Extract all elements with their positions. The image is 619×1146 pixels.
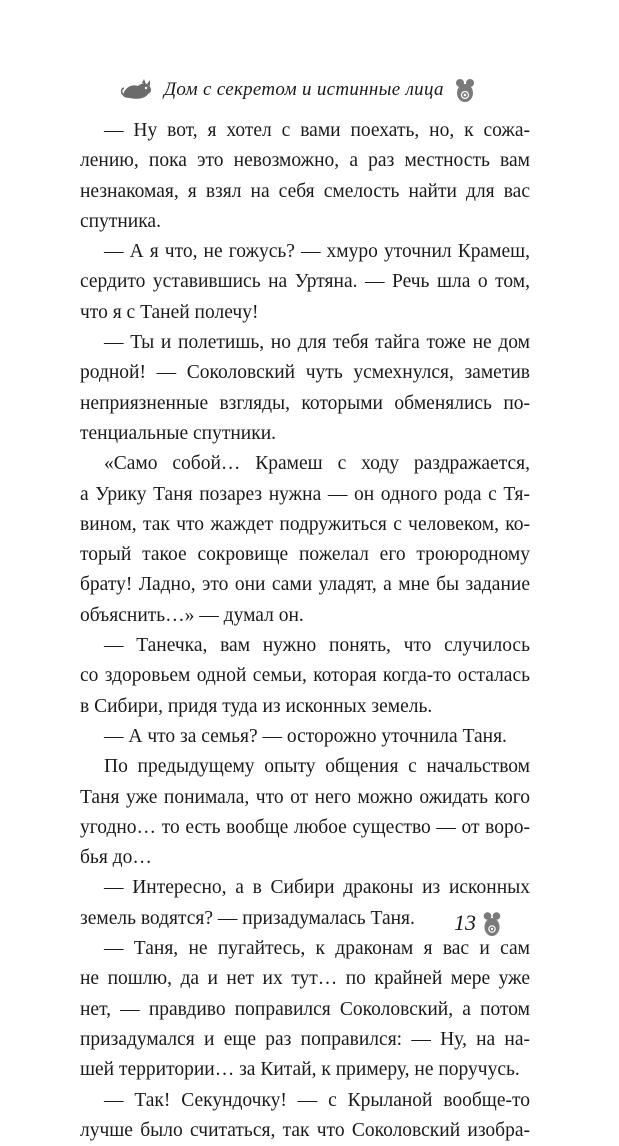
- text-line: земель водятся? — призадумалась Таня.: [80, 907, 415, 929]
- mouse-icon: [482, 908, 502, 938]
- text-line: торый такое сокровище пожелал его троюродному: [80, 544, 530, 566]
- text-line: «Само собой… Крамеш с ходу раздражается,: [104, 453, 530, 475]
- text-line: в Сибири, придя туда из исконных земель.: [80, 695, 433, 717]
- text-line: — Ты и полетишь, но для тебя тайга тоже не дом: [104, 332, 530, 354]
- running-header: [120, 70, 480, 110]
- text-line: призадумался и еще раз поправился: — Ну, на на-: [80, 1028, 530, 1050]
- text-line: нет, — правдиво поправился Соколовский, а потом: [80, 998, 530, 1020]
- page-number: 13: [454, 910, 476, 935]
- text-line: со здоровьем одной семьи, которая когда-то осталась: [80, 665, 530, 687]
- text-line: а Урику Таня позарез нужна — он одного рода с Тя-: [80, 483, 530, 505]
- text-line: — Таня, не пугайтесь, к драконам я вас и сам: [104, 938, 530, 960]
- text-line: — А что за семья? — осторожно уточнила Таня.: [104, 725, 507, 747]
- text-line: незнакомая, я взял на себя смелость найти для вас: [80, 180, 530, 202]
- text-line: спутника.: [80, 210, 161, 232]
- text-line: угодно… то есть вообще любое существо — от воро-: [80, 816, 530, 838]
- text-line: лучше было считаться, так что Соколовский изобра-: [80, 1119, 530, 1141]
- body-text: [80, 116, 530, 1146]
- text-line: тенциальные спутники.: [80, 422, 277, 444]
- cat-icon: [120, 77, 154, 103]
- text-line: — А я что, не гожусь? — хмуро уточнил Крамеш,: [104, 241, 530, 263]
- text-line: шей территории… за Китай, к примеру, не поручусь.: [80, 1059, 520, 1081]
- text-line: вином, так что жаждет подружиться с человеком, ко-: [80, 513, 530, 535]
- text-line: — Так! Секундочку! — с Крыланой вообще-то: [104, 1089, 530, 1111]
- text-line: — Танечка, вам нужно понять, что случилось: [104, 635, 530, 657]
- text-line: неприязненные взгляды, которыми обменялись по-: [80, 392, 530, 414]
- text-line: лению, пока это невозможно, а раз местность вам: [80, 150, 530, 172]
- text-line: объяснить…» — думал он.: [80, 604, 304, 626]
- text-line: — Ну вот, я хотел с вами поехать, но, к сожа-: [104, 120, 530, 141]
- text-line: сердито уставившись на Уртяна. — Речь шла о том,: [80, 271, 530, 293]
- page-footer: [454, 908, 502, 938]
- text-line: Таня уже понимала, что от него можно ожидать кого: [80, 786, 530, 808]
- text-line: что я с Таней полечу!: [80, 301, 259, 323]
- text-line: По предыдущему опыту общения с начальством: [104, 756, 530, 778]
- text-line: не пошлю, да и нет их тут… по крайней мере уже: [80, 968, 530, 990]
- text-line: — Интересно, а в Сибири драконы из исконных: [104, 877, 530, 899]
- text-line: брату! Ладно, это они сами уладят, а мне бы задание: [80, 574, 530, 596]
- running-header-title: Дом с секретом и истинные лица: [164, 79, 444, 100]
- mouse-icon: [454, 76, 476, 104]
- text-line: родной! — Соколовский чуть усмехнулся, заметив: [80, 362, 530, 384]
- text-line: бья до…: [80, 847, 152, 869]
